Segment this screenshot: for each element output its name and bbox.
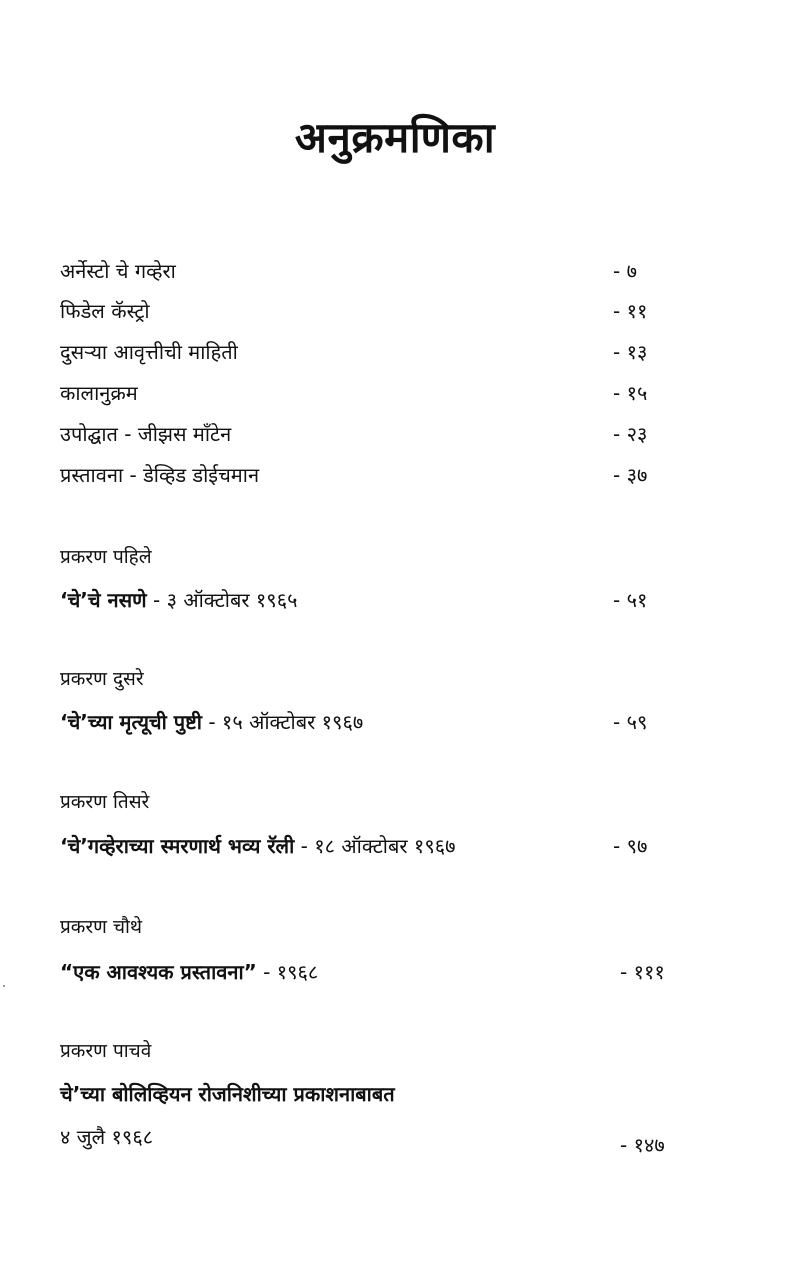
chapter-title <box>60 957 318 987</box>
scan-speck <box>3 985 5 987</box>
chapter-heading: प्रकरण पाचवे <box>60 1040 152 1062</box>
toc-entry-page: - १५ <box>613 381 648 405</box>
toc-entry-page: - ३७ <box>613 463 648 487</box>
chapter-page: - ५१ <box>613 588 648 612</box>
chapter-entry-line2 <box>60 1122 700 1157</box>
toc-entry-page: - ७ <box>613 259 637 283</box>
toc-entry <box>60 256 700 286</box>
chapter-title-date: ४ जुलै १९६८ <box>60 1125 154 1149</box>
toc-entry-label: फिडेल कॅस्ट्रो <box>60 299 150 323</box>
chapter-entry <box>60 957 700 987</box>
toc-entry <box>60 419 700 449</box>
chapter-page: - १४७ <box>620 1133 665 1157</box>
toc-entry-label: दुसऱ्या आवृत्तीची माहिती <box>60 340 238 364</box>
chapter-title-date: - १९६८ <box>256 960 319 984</box>
chapter-title-date: - १५ ऑक्टोबर १९६७ <box>201 710 364 734</box>
chapter-title-bold: चे’च्या बोलिव्हियन रोजनिशीच्या प्रकाशनाबाबत <box>60 1082 395 1106</box>
toc-entry-label: अर्नेस्टो चे गव्हेरा <box>60 259 176 283</box>
chapter-page: - ९७ <box>613 834 648 858</box>
toc-entry <box>60 460 700 490</box>
chapter-entry-line1 <box>60 1079 700 1109</box>
toc-entry <box>60 296 700 326</box>
toc-entry-label: प्रस्तावना - डेव्हिड डोईचमान <box>60 463 260 487</box>
toc-entry-label: उपोद्घात - जीझस मॉंटेन <box>60 422 232 446</box>
chapter-title-date: - ३ ऑक्टोबर १९६५ <box>146 588 298 612</box>
chapter-heading: प्रकरण तिसरे <box>60 791 150 813</box>
chapter-title-date: - १८ ऑक्टोबर १९६७ <box>294 834 456 858</box>
chapter-heading: प्रकरण पहिले <box>60 546 152 568</box>
chapter-heading: प्रकरण चौथे <box>60 916 143 938</box>
toc-entry-page: - १३ <box>613 340 648 364</box>
chapter-entry <box>60 585 700 615</box>
chapter-title-bold: ‘चे’चे नसणे <box>60 588 147 612</box>
chapter-page: - ५९ <box>613 710 648 734</box>
toc-entry <box>60 378 700 408</box>
chapter-entry <box>60 707 700 737</box>
page-title: अनुक्रमणिका <box>294 113 496 162</box>
chapter-page: - १११ <box>620 960 665 984</box>
chapter-entry <box>60 831 700 861</box>
chapter-heading: प्रकरण दुसरे <box>60 668 144 690</box>
toc-entry-page: - २३ <box>613 422 648 446</box>
chapter-title-bold: ‘चे’च्या मृत्यूची पुष्टी <box>60 710 202 734</box>
chapter-title-bold: ‘चे’गव्हेराच्या स्मरणार्थ भव्य रॅली <box>60 834 295 858</box>
chapter-title <box>60 707 363 737</box>
chapter-title <box>60 585 298 615</box>
chapter-title-bold: “एक आवश्यक प्रस्तावना” <box>60 960 257 984</box>
chapter-title <box>60 831 456 861</box>
toc-entry-label: कालानुक्रम <box>60 381 138 405</box>
toc-entry-page: - ११ <box>613 299 648 323</box>
toc-entry <box>60 337 700 367</box>
